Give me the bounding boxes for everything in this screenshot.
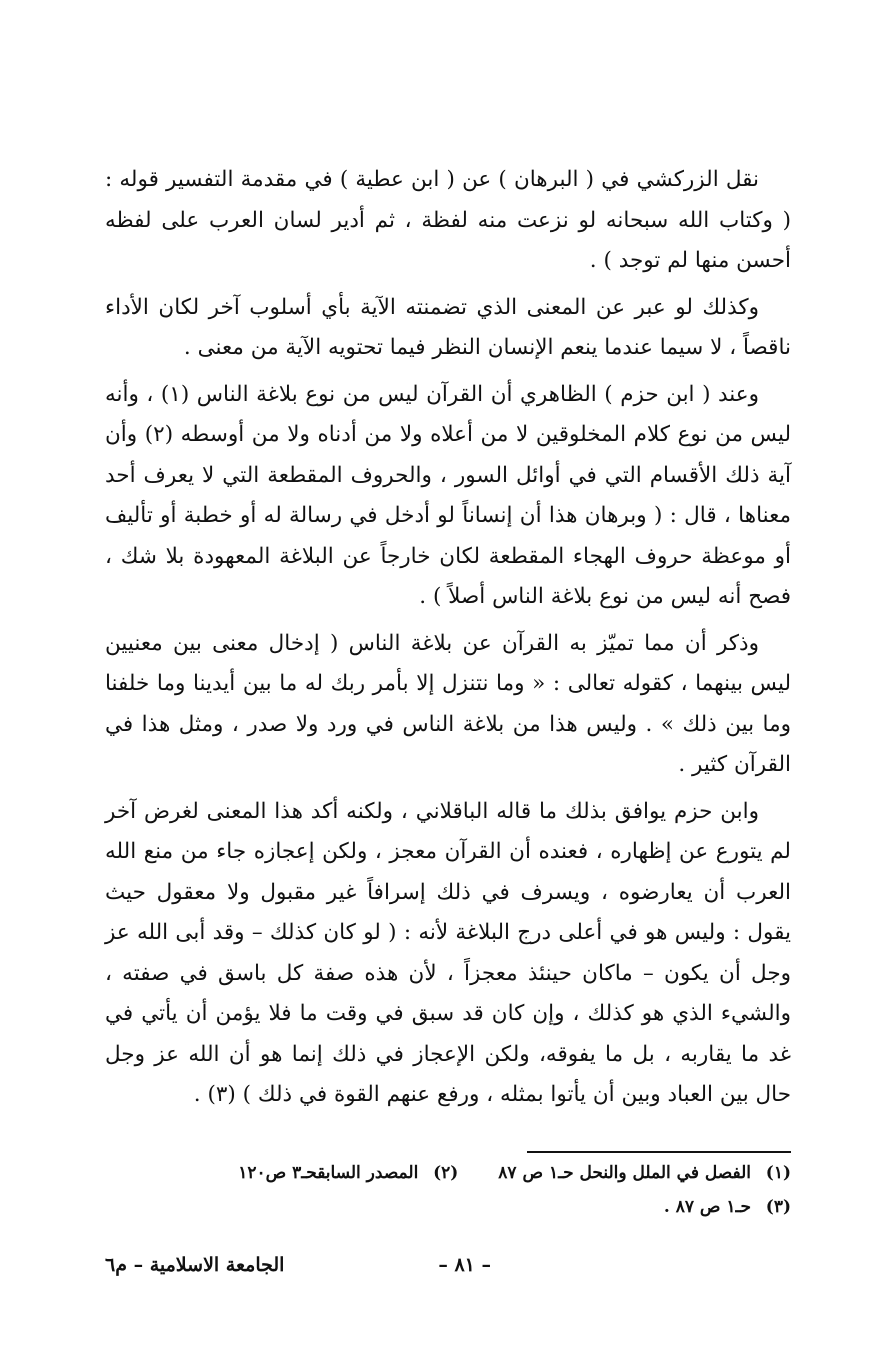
footnotes [105,1156,791,1224]
page-number: – ٨١ – [438,1254,491,1276]
paragraph: وكذلك لو عبر عن المعنى الذي تضمنته الآية بأي أسلوب آخر لكان الأداء ناقصاً ، لا سيما عندما ينعم الإنسان النظر فيما تحتويه الآية من معنى . [105,294,791,360]
footnote-text: المصدر السابقحـ٣ ص١٢٠ [238,1163,419,1183]
footnote-number: (١) [765,1163,791,1183]
footnote-number: (٣) [765,1197,791,1217]
footnote-spacer [458,1156,498,1190]
paragraph: وذكر أن مما تميّز به القرآن عن بلاغة الناس ( إدخال معنى بين معنيين ليس بينهما ، كقوله تعالى : « وما نتنزل إلا بأمر ربك له ما بين أيدينا وما خلفنا وما بين ذلك » . وليس هذا من بلاغة الناس في ورد ولا صدر ، ومثل هذا في القرآن كثير . [105,630,791,777]
paragraph: وعند ( ابن حزم ) الظاهري أن القرآن ليس من نوع بلاغة الناس (١) ، وأنه ليس من نوع كلام المخلوقين لا من أعلاه ولا من أدناه ولا من أوسطه (٢) وأن آية ذلك الأقسام التي في أوائل السور ، والحروف المقطعة التي لا يعرف أحد معناها ، قال : ( وبرهان هذا أن إنساناً لو أدخل في رسالة له أو خطبة أو تأليف أو موعظة حروف الهجاء المقطعة لكان خارجاً عن البلاغة المعهودة بلا شك ، فصح أنه ليس من نوع بلاغة الناس أصلاً ) . [105,381,792,609]
footnote-text: الفصل في الملل والنحل حـ١ ص ٨٧ [498,1163,751,1183]
footnote-row [105,1156,791,1190]
footnote-row [105,1190,791,1224]
paragraph: نقل الزركشي في ( البرهان ) عن ( ابن عطية ) في مقدمة التفسير قوله : ( وكتاب الله سبحانه لو نزعت منه لفظة ، ثم أدير لسان العرب على لفظه أحسن منها لم توجد ) . [105,167,791,273]
footnote-number: (٢) [433,1163,459,1183]
paragraph: وابن حزم يوافق بذلك ما قاله الباقلاني ، ولكنه أكد هذا المعنى لغرض آخر لم يتورع عن إظهاره ، فعنده أن القرآن معجز ، ولكن إعجازه جاء من منع الله العرب أن يعارضوه ، ويسرف في ذلك إسرافاً غير مقبول ولا معقول حيث يقول : وليس هو في أعلى درج البلاغة لأنه : ( لو كان كذلك – وقد أبى الله عز وجل أن يكون – ماكان حينئذ معجزاً ، لأن هذه صفة كل باسق في صفته ، والشيء الذي هو كذلك ، وإن كان قد سبق في وقت ما فلا يؤمن أن يأتي في غد ما يقاربه ، بل ما يفوقه، ولكن الإعجاز في ذلك إنما هو أن الله عز وجل حال بين العباد وبين أن يأتوا بمثله ، ورفع عنهم القوة في ذلك ) (٣) . [105,798,791,1107]
footnote-divider [527,1151,791,1153]
journal-name: الجامعة الاسلامية – م٦ [105,1254,285,1276]
footnote-text: حـ١ ص ٨٧ . [663,1197,751,1217]
body-text [105,160,791,1116]
